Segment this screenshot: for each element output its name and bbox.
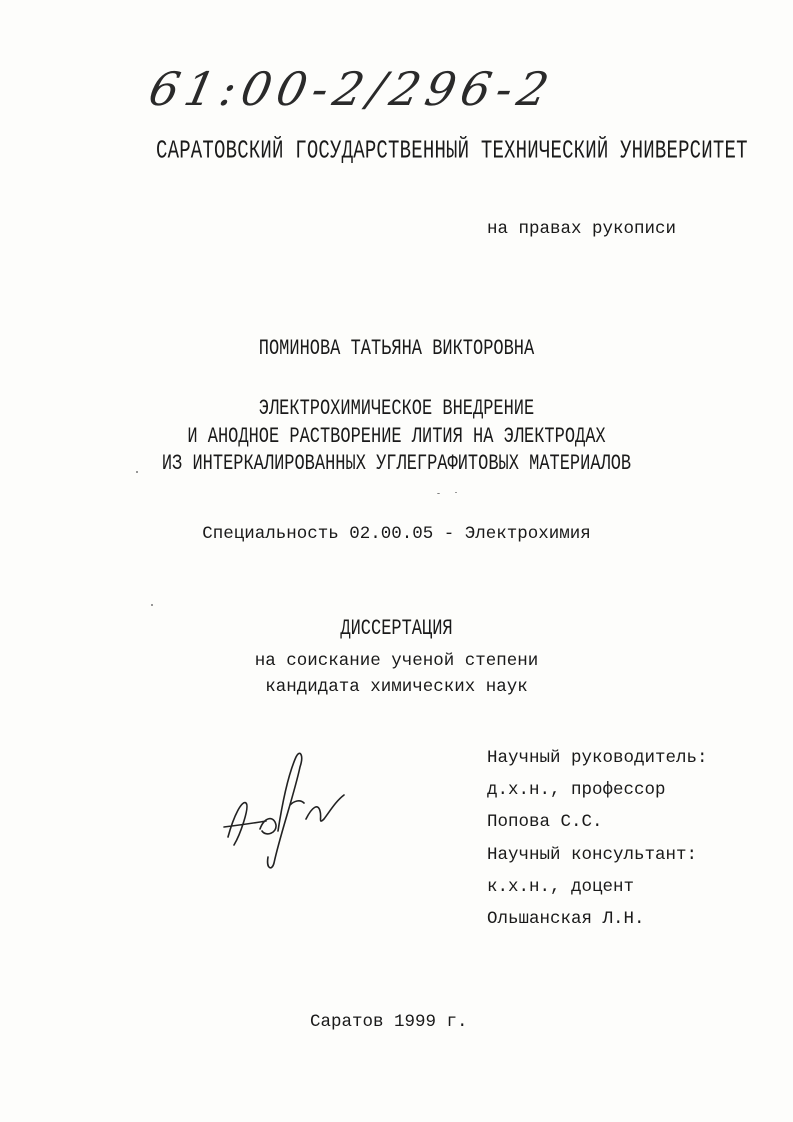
- scan-speck: [437, 493, 440, 494]
- scan-speck: [151, 604, 153, 606]
- city-year: Саратов 1999 г.: [310, 1012, 468, 1032]
- title-line: ИЗ ИНТЕРКАЛИРОВАННЫХ УГЛЕГРАФИТОВЫХ МАТЕРИАЛОВ: [161, 452, 632, 477]
- supervisor-line: к.х.н., доцент: [487, 877, 635, 897]
- university-name: САРАТОВСКИЙ ГОСУДАРСТВЕННЫЙ ТЕХНИЧЕСКИЙ УНИВЕРСИТЕТ: [156, 136, 748, 166]
- supervisor-line: Научный консультант:: [487, 845, 698, 865]
- degree-line: на соискание ученой степени: [254, 651, 539, 671]
- author-signature: [220, 745, 350, 875]
- degree-line: кандидата химических наук: [265, 677, 528, 697]
- specialty-line: Специальность 02.00.05 - Электрохимия: [202, 524, 591, 544]
- supervisor-line: Научный руководитель:: [487, 748, 708, 768]
- manuscript-rights-note: на правах рукописи: [487, 219, 677, 239]
- scan-speck: [455, 492, 457, 493]
- scan-speck: [136, 471, 138, 473]
- document-type: ДИССЕРТАЦИЯ: [340, 617, 453, 642]
- supervisor-line: Попова С.С.: [487, 812, 603, 832]
- handwritten-archive-number: 61:00-2/296-2: [144, 62, 560, 116]
- title-line: И АНОДНОЕ РАСТВОРЕНИЕ ЛИТИЯ НА ЭЛЕКТРОДАХ: [187, 425, 606, 450]
- author-name: ПОМИНОВА ТАТЬЯНА ВИКТОРОВНА: [258, 337, 535, 362]
- supervisor-line: д.х.н., профессор: [487, 780, 666, 800]
- title-line: ЭЛЕКТРОХИМИЧЕСКОЕ ВНЕДРЕНИЕ: [258, 397, 535, 422]
- supervisor-line: Ольшанская Л.Н.: [487, 909, 645, 929]
